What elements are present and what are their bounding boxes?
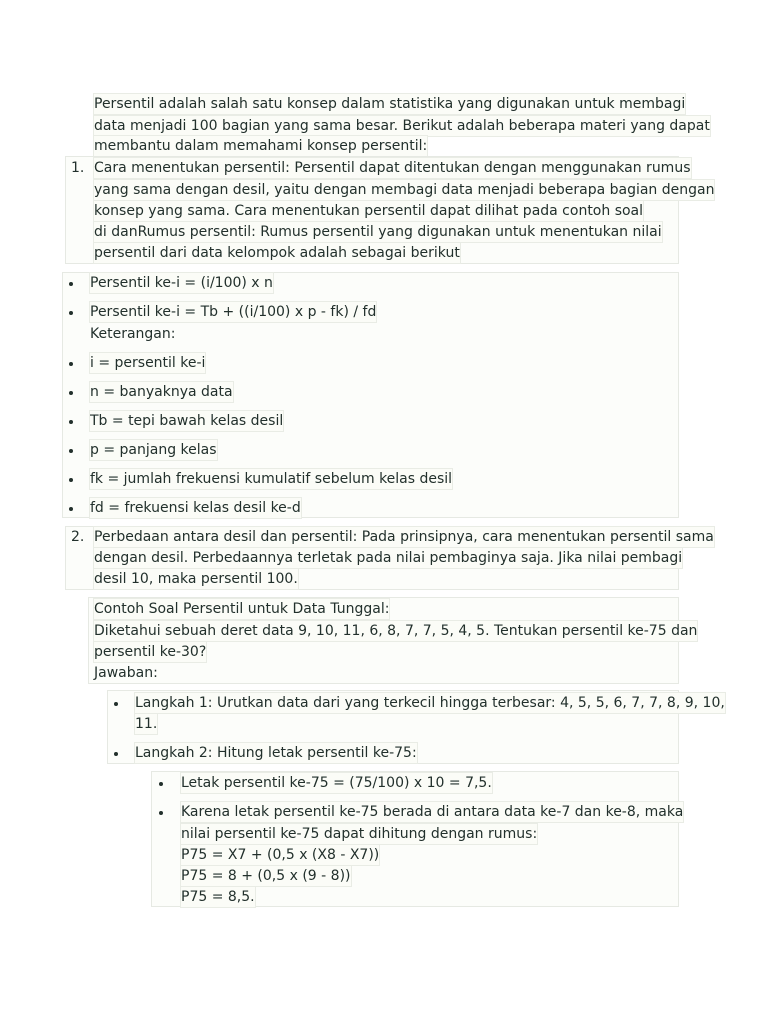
keterangan-label: Keterangan: <box>90 326 176 342</box>
bullet-icon <box>114 702 118 706</box>
intro-line: Persentil adalah salah satu konsep dalam statistika yang digunakan untuk membagi <box>94 96 686 112</box>
legend-item: i = persentil ke-i <box>90 355 206 371</box>
step-1-line: 11. <box>135 716 158 732</box>
bullet-icon <box>69 282 73 286</box>
formula-result: P75 = 8,5. <box>181 889 255 905</box>
example-title: Contoh Soal Persentil untuk Data Tunggal: <box>94 601 390 617</box>
bullet-icon <box>69 362 73 366</box>
intro-line: membantu dalam memahami konsep persentil: <box>94 138 428 154</box>
section-1-line: yang sama dengan desil, yaitu dengan membagi data menjadi beberapa bagian dengan <box>94 182 715 198</box>
section-1-line: di danRumus persentil: Rumus persentil yang digunakan untuk menentukan nilai <box>94 224 662 240</box>
bullet-icon <box>69 311 73 315</box>
section-2-line: desil 10, maka persentil 100. <box>94 571 298 587</box>
section-1-line: persentil dari data kelompok adalah sebagai berikut <box>94 245 460 261</box>
section-2-line: dengan desil. Perbedaannya terletak pada nilai pembaginya saja. Jika nilai pembagi <box>94 550 683 566</box>
section-1-line: konsep yang sama. Cara menentukan persentil dapat dilihat pada contoh soal <box>94 203 644 219</box>
list-number-2: 2. <box>71 529 85 545</box>
legend-item: Tb = tepi bawah kelas desil <box>90 413 284 429</box>
step-1-line: Langkah 1: Urutkan data dari yang terkecil hingga terbesar: 4, 5, 5, 6, 7, 7, 8, 9, 10, <box>135 695 725 711</box>
section-2-line: Perbedaan antara desil dan persentil: Pada prinsipnya, cara menentukan persentil sama <box>94 529 714 545</box>
bullet-icon <box>159 811 163 815</box>
answer-label: Jawaban: <box>94 665 158 681</box>
example-line: persentil ke-30? <box>94 644 207 660</box>
legend-item: n = banyaknya data <box>90 384 233 400</box>
bullet-icon <box>69 420 73 424</box>
formula-step: P75 = X7 + (0,5 x (X8 - X7)) <box>181 847 380 863</box>
step-2-line: Langkah 2: Hitung letak persentil ke-75: <box>135 745 417 761</box>
example-line: Diketahui sebuah deret data 9, 10, 11, 6, 8, 7, 7, 5, 4, 5. Tentukan persentil ke-75 dan <box>94 623 698 639</box>
bullet-icon <box>69 391 73 395</box>
formula-step: P75 = 8 + (0,5 x (9 - 8)) <box>181 868 351 884</box>
intro-line: data menjadi 100 bagian yang sama besar. Berikut adalah beberapa materi yang dapat <box>94 118 710 134</box>
substep-b-line: Karena letak persentil ke-75 berada di antara data ke-7 dan ke-8, maka <box>181 804 684 820</box>
bullet-icon <box>69 478 73 482</box>
formula-item: Persentil ke-i = (i/100) x n <box>90 275 273 291</box>
bullet-icon <box>114 752 118 756</box>
bullet-icon <box>159 782 163 786</box>
substep-a: Letak persentil ke-75 = (75/100) x 10 = 7,5. <box>181 775 492 791</box>
section-1-line: Cara menentukan persentil: Persentil dapat ditentukan dengan menggunakan rumus <box>94 160 691 176</box>
substep-b-line: nilai persentil ke-75 dapat dihitung dengan rumus: <box>181 826 538 842</box>
legend-item: fk = jumlah frekuensi kumulatif sebelum kelas desil <box>90 471 453 487</box>
bullet-icon <box>69 449 73 453</box>
legend-item: p = panjang kelas <box>90 442 217 458</box>
legend-item: fd = frekuensi kelas desil ke-d <box>90 500 301 516</box>
list-number-1: 1. <box>71 160 85 176</box>
formula-item: Persentil ke-i = Tb + ((i/100) x p - fk) / fd <box>90 304 377 320</box>
bullet-icon <box>69 507 73 511</box>
